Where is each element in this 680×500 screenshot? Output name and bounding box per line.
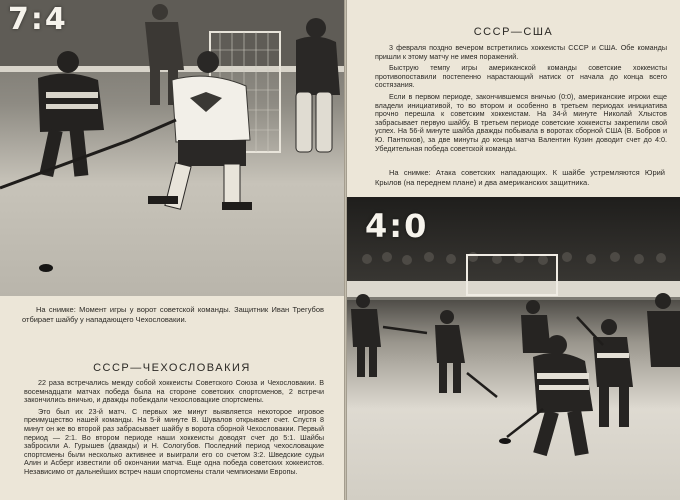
article-paragraph: 3 февраля поздно вечером встретились хоккеисты СССР и США. Обе команды пришли к этому матчу не имея поражений. <box>375 43 667 61</box>
article-paragraph: 22 раза встречались между собой хоккеисты Советского Союза и Чехословакии. В восемнадцати матчах победа была на стороне советских спортсменов, 2 встречи закончились вничью, и дважды побеждали чехословацкие спортсмены. <box>24 378 324 405</box>
article-paragraph: Это был их 23-й матч. С первых же минут выявляется некоторое игровое преимущество нашей команды. На 5-й минуте В. Шувалов открывает счет. Спустя 8 минут он же во второй раз забрасывает шайбу в ворота сборной Чехословакии. Первый период — 2:1. Во втором периоде наши хоккеисты доводят счет до 5:1. Шайбы забросили А. Гурышев (дважды) и Н. Сологубов. Последний период чехословацкие спортсмены были несколько активнее и выиграли его со счетом 3:2. Шведские судьи Алин и Асберг известили об окончании матча. Еще одна победа советских хоккеистов. Независимо от дальнейших встреч наши спортсмены стали чемпионами Европы. <box>24 406 324 476</box>
article-paragraph: Быструю темпу игры американской команды советские хоккеисты противопоставили постепенно нарастающий натиск от начала до конца всего состязания. <box>375 63 667 90</box>
article-heading-ussr-usa: СССР—США <box>473 26 554 38</box>
hockey-photo-ussr-czechoslovakia <box>0 0 344 296</box>
photo-caption-left: На снимке: Момент игры у ворот советской команды. Защитник Иван Трегубов отбирает шайбу у нападающего Чехословакии. <box>22 305 324 324</box>
score-ussr-usa: 4:0 <box>365 207 429 245</box>
article-ussr-usa <box>375 44 667 156</box>
article-ussr-czechoslovakia <box>24 379 324 480</box>
article-heading-ussr-czechoslovakia: СССР—ЧЕХОСЛОВАКИЯ <box>93 362 251 374</box>
hockey-photo-ussr-usa <box>347 197 680 500</box>
right-page <box>347 0 680 500</box>
article-paragraph: Если в первом периоде, закончившемся вничью (0:0), американские игроки еще владели инициативой, то во втором и особенно в третьем периодах инициатива прочно перешла к советским хоккеистам. На 34-й минуте Николай Хлыстов забрасывает первую шайбу. В третьем периоде советские хоккеисты закрепили свой успех. На 56-й минуте шайба дважды побывала в воротах сборной США (В. Бобров и Ю. Пантюхов), за две минуты до конца матча Валентин Кузин доводит счет до 4:0. Убедительная победа советской команды. <box>375 91 667 153</box>
score-ussr-czechoslovakia: 7:4 <box>8 2 68 37</box>
photo-caption-right: На снимке: Атака советских нападающих. К шайбе устремляются Юрий Крылов (на переднем плане) и два американских защитника. <box>375 168 665 187</box>
